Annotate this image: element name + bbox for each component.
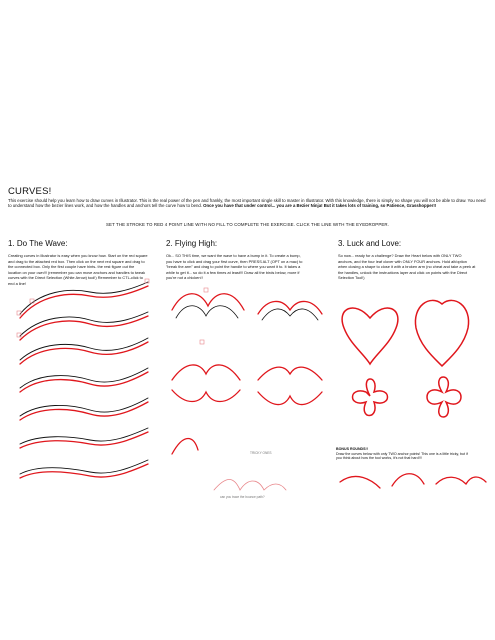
- bird-shape: [258, 392, 322, 405]
- wave-guide: [20, 312, 148, 336]
- heading-flying: 2. Flying High:: [166, 239, 218, 248]
- flying-body: Ok... SO THIS time, we want the wave to have a bump in it. To create a bump, you have to click and drag your first curve, then PRESS ALT (OPT on a mac) to "break the arm" and drag to point the handle to where you want it to. It takes a while to get it... so do it a few times at least!!! Draw all the birds below, more if you're not a chicken!!: [166, 253, 303, 281]
- bonus-body: Draw the curves below with only TWO anchor points! This one is a little tricky, but if you think about how the tool works, it's not that hard!!!: [336, 451, 468, 461]
- instruction: SET THE STROKE TO RED 4 POINT LINE WITH NO FILL TO COMPLETE THE EXERCISE. CLICK THE LINE WITH THE EYEDROPPER.: [106, 222, 389, 227]
- worksheet: [0, 178, 495, 508]
- heading-wave: 1. Do The Wave:: [8, 239, 68, 248]
- intro-line: This exercise should help you learn how to draw curves in Illustrator. This is the real power of the pen and frankly, the most important single skill to master in Illustrator. With this knowledge, there is simply no shape you will not be able to draw. You need to understand how the bezier lines work, and how the handles and anchors tell the curve how to bend.: [8, 198, 486, 209]
- tricky-label: TRICKY ONES: [250, 451, 272, 455]
- bird-shape: [258, 367, 322, 380]
- bird-shape: [172, 294, 244, 310]
- wave-guide: [20, 368, 148, 388]
- heart-shape: [415, 300, 468, 366]
- bird-shape: [176, 306, 238, 318]
- wave-guide: [20, 338, 148, 360]
- bird-shape: [172, 365, 240, 380]
- bonus-curve: [340, 476, 380, 488]
- wave-guide: [20, 398, 148, 416]
- wave-trace: [20, 316, 148, 340]
- bird-shape: [172, 390, 240, 402]
- bonus-curve: [392, 474, 424, 486]
- bonus-title: BONUS ROUNDS!!: [336, 447, 368, 451]
- heart-shape: [342, 308, 398, 364]
- luck-body: So now... ready for a challenge? Draw the Heart below with ONLY TWO anchors, and the four leaf clover with ONLY FOUR anchors. Hold alt/option when closing a shape to close it with a broken arm (no cheat and take a peek at the handles, unlock the instructions layer and click on points with the Direct Selection Tool!): [338, 253, 476, 281]
- bird-shape: [172, 439, 198, 455]
- heading-luck: 3. Luck and Love:: [338, 239, 402, 248]
- hint-anchor: [200, 340, 204, 344]
- bonus-block: [336, 447, 471, 461]
- clover-shape: [427, 377, 461, 417]
- bounce-path: [214, 480, 286, 491]
- wave-body: Creating curves in Illustrator is easy when you know how. Start on the red square and drag to the attached red box. Then click on the next red square and drag to the connected box. Only the first couple have hints- the rest figure out the location on your own!!! (remember you can move anchors and handles to tweak curves with the Direct Selection (White Arrow) tool!) Remember to CTL-click to end a line!: [8, 253, 148, 286]
- intro-bold-line: Once you have that under control... you are a Bezier Ninja! But it takes lots of training, so Patience, Grasshopper!!: [203, 203, 437, 209]
- page-title: CURVES!: [8, 186, 52, 197]
- bird-shape: [258, 301, 322, 314]
- wave-trace: [20, 402, 148, 420]
- wave-trace: [20, 372, 148, 392]
- bonus-curve: [436, 477, 486, 484]
- hint-anchor: [204, 288, 208, 292]
- bounce-label: can you trace the bounce path?: [220, 495, 265, 499]
- wave-trace: [20, 432, 148, 448]
- wave-trace: [20, 342, 148, 364]
- clover-shape: [353, 379, 388, 416]
- wave-guide: [20, 282, 148, 314]
